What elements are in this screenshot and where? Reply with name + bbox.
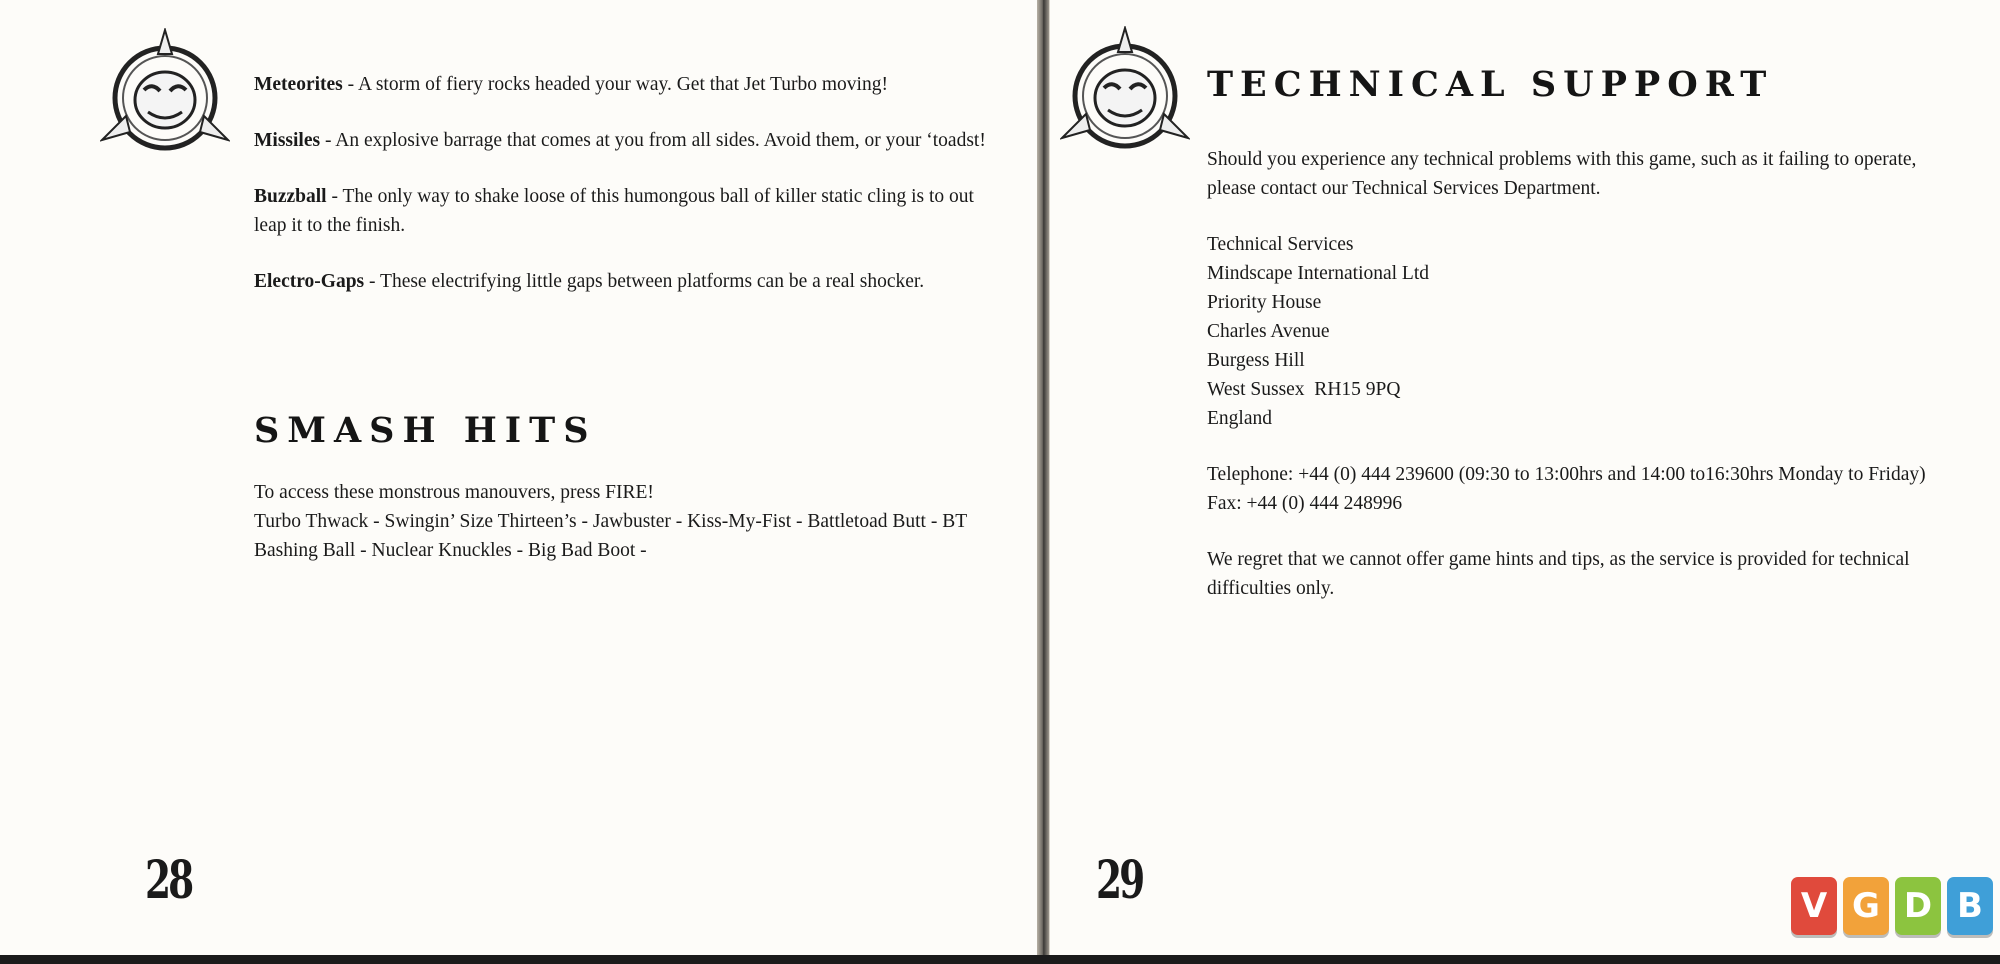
- address-line: Technical Services: [1207, 234, 1354, 255]
- watermark-letter: D: [1895, 877, 1941, 935]
- page-bottom-edge: [0, 955, 2000, 964]
- battletoad-head-icon: [100, 28, 230, 158]
- watermark-letter: G: [1843, 877, 1889, 935]
- closing-note: We regret that we cannot offer game hints and tips, as the service is provided for technical difficulties only.: [1207, 549, 1910, 599]
- technical-support-heading: TECHNICAL SUPPORT: [1207, 64, 1774, 105]
- hazard-term: Meteorites: [254, 74, 343, 95]
- hazard-desc: - The only way to shake loose of this humongous ball of killer static cling is to out leap it to the finish.: [254, 186, 974, 236]
- smash-moves: Turbo Thwack - Swingin’ Size Thirteen’s - Jawbuster - Kiss-My-Fist - Battletoad Butt - BT Bashing Ball - Nuclear Knuckles - Big Bad Boot -: [254, 511, 967, 561]
- hazards-list: [254, 70, 994, 323]
- fax: Fax: +44 (0) 444 248996: [1207, 493, 1403, 514]
- book-gutter: [1037, 0, 1049, 964]
- hazard-term: Buzzball: [254, 186, 327, 207]
- address-line: West Sussex RH15 9PQ: [1207, 379, 1401, 400]
- vgdb-watermark: [1791, 877, 1993, 935]
- address-block: [1207, 230, 1947, 433]
- right-page: [1049, 0, 2000, 955]
- telephone: Telephone: +44 (0) 444 239600 (09:30 to 13:00hrs and 14:00 to16:30hrs Monday to Friday): [1207, 464, 1926, 485]
- list-item: [254, 267, 994, 296]
- hazard-desc: - These electrifying little gaps between platforms can be a real shocker.: [364, 271, 925, 292]
- address-line: Burgess Hill: [1207, 350, 1305, 371]
- hazard-term: Electro-Gaps: [254, 271, 365, 292]
- battletoad-head-icon: [1060, 26, 1190, 156]
- smash-hits-heading: SMASH HITS: [254, 410, 597, 451]
- watermark-letter: V: [1791, 877, 1837, 935]
- list-item: [254, 70, 994, 99]
- address-line: Charles Avenue: [1207, 321, 1330, 342]
- support-text: [1207, 145, 1947, 630]
- list-item: [254, 182, 994, 240]
- page-number: 28: [145, 850, 192, 911]
- support-intro: Should you experience any technical problems with this game, such as it failing to operate, please contact our Technical Services Department.: [1207, 149, 1917, 199]
- smash-intro: To access these monstrous manouvers, press FIRE!: [254, 482, 654, 503]
- list-item: [254, 126, 994, 155]
- address-line: Mindscape International Ltd: [1207, 263, 1430, 284]
- hazard-term: Missiles: [254, 130, 321, 151]
- hazard-desc: - A storm of fiery rocks headed your way. Get that Jet Turbo moving!: [342, 74, 888, 95]
- page-number: 29: [1096, 850, 1143, 911]
- smash-hits-text: [254, 478, 1014, 565]
- hazard-desc: - An explosive barrage that comes at you from all sides. Avoid them, or your ‘toadst!: [320, 130, 986, 151]
- watermark-letter: B: [1947, 877, 1993, 935]
- address-line: Priority House: [1207, 292, 1322, 313]
- address-line: England: [1207, 408, 1272, 429]
